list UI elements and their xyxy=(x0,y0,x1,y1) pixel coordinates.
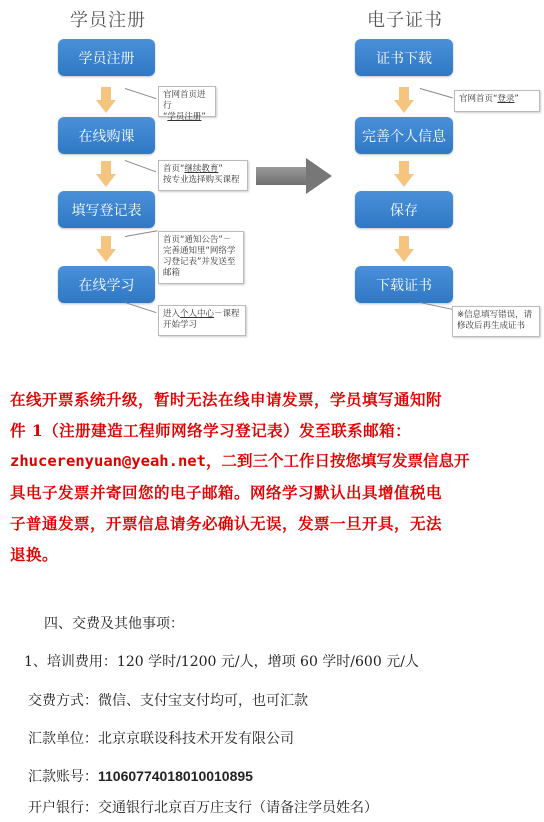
notice-line: 件 1（注册建造工程师网络学习登记表）发至联系邮箱： xyxy=(10,421,412,440)
note-text: ” xyxy=(201,112,206,122)
notice-line: zhucerenyuan@yeah.net，二到三个工作日按您填写发票信息开 xyxy=(10,452,470,470)
note-register xyxy=(158,86,216,122)
note-text: 官网首页“ xyxy=(459,94,498,104)
bank-line xyxy=(28,797,378,817)
right-arrow-icon xyxy=(256,158,332,194)
fee-line: 1、培训费用：120 学时/1200 元/人，增项 60 学时/600 元/人 xyxy=(24,654,419,670)
note-text: 邮箱 xyxy=(163,268,181,278)
note-text: 修改后再生成证书 xyxy=(457,321,526,331)
note-fill-form xyxy=(158,231,244,284)
note-text: 完善通知里“网络学 xyxy=(163,246,236,256)
bank-value: 交通银行北京百万庄支行（请备注学员姓名） xyxy=(98,800,378,816)
note-connector xyxy=(125,230,158,237)
payee-label: 汇款单位： xyxy=(28,731,98,747)
notice-line: 具电子发票并寄回您的电子邮箱。网络学习默认出具增值税电 xyxy=(10,483,443,502)
account-label: 汇款账号： xyxy=(28,769,98,785)
note-text: ” xyxy=(218,164,223,174)
invoice-notice xyxy=(10,384,536,570)
payment-method-line: 交费方式：微信、支付宝支付均可，也可汇款 xyxy=(28,693,308,709)
left-column-title: 学员注册 xyxy=(70,10,146,31)
notice-line: 在线开票系统升级，暂时无法在线申请发票，学员填写通知附 xyxy=(10,390,443,409)
down-arrow-icon xyxy=(394,161,414,187)
note-text: 首页“ xyxy=(163,164,185,174)
note-online-study xyxy=(158,305,246,336)
step-save: 保存 xyxy=(355,191,453,228)
down-arrow-icon xyxy=(394,87,414,113)
payee-line xyxy=(28,728,294,748)
note-text: ” xyxy=(514,94,519,104)
note-connector xyxy=(420,88,453,98)
login-link[interactable]: 登录 xyxy=(497,94,515,104)
step-student-register: 学员注册 xyxy=(58,39,155,76)
down-arrow-icon xyxy=(96,236,116,262)
payee-value: 北京京联设科技术开发有限公司 xyxy=(98,731,294,747)
note-text: 官网首页进行 xyxy=(163,90,206,111)
step-certificate-download: 证书下载 xyxy=(355,39,453,76)
note-text: 进入 xyxy=(163,309,181,319)
personal-center-link[interactable]: 个人中心 xyxy=(180,309,215,319)
note-text: ※信息填写错误，请 xyxy=(457,310,533,320)
note-connector xyxy=(125,160,156,172)
notice-line: 退换。 xyxy=(10,545,59,564)
note-text: 开始学习 xyxy=(163,320,198,330)
step-buy-course: 在线购课 xyxy=(58,117,155,154)
down-arrow-icon xyxy=(96,87,116,113)
account-value: 11060774018010010895 xyxy=(98,768,253,784)
notice-line: 子普通发票，开票信息请务必确认无误，发票一旦开具，无法 xyxy=(10,514,443,533)
note-connector xyxy=(420,302,453,310)
note-buy-course xyxy=(158,160,248,191)
note-text: “ xyxy=(163,112,168,122)
right-column-title: 电子证书 xyxy=(367,10,443,31)
register-link[interactable]: 学员注册 xyxy=(167,112,202,122)
step-download-certificate: 下载证书 xyxy=(355,266,453,303)
note-text: 首页“通知公告”－ xyxy=(163,235,232,245)
note-login xyxy=(454,90,540,112)
note-text: 习登记表”并发送至 xyxy=(163,257,236,267)
note-text: 按专业选择购买课程 xyxy=(163,175,240,185)
note-connector xyxy=(125,302,157,313)
step-fill-form: 填写登记表 xyxy=(58,191,155,228)
continuing-education-link[interactable]: 继续教育 xyxy=(184,164,219,174)
note-info-error xyxy=(452,306,540,337)
note-connector xyxy=(125,88,157,99)
account-line xyxy=(28,766,253,786)
section-heading: 四、交费及其他事项： xyxy=(44,616,184,632)
bank-label: 开户银行： xyxy=(28,800,98,816)
note-text: －课程 xyxy=(214,309,240,319)
step-complete-info: 完善个人信息 xyxy=(355,117,453,154)
down-arrow-icon xyxy=(394,236,414,262)
down-arrow-icon xyxy=(96,161,116,187)
step-online-study: 在线学习 xyxy=(58,266,155,303)
